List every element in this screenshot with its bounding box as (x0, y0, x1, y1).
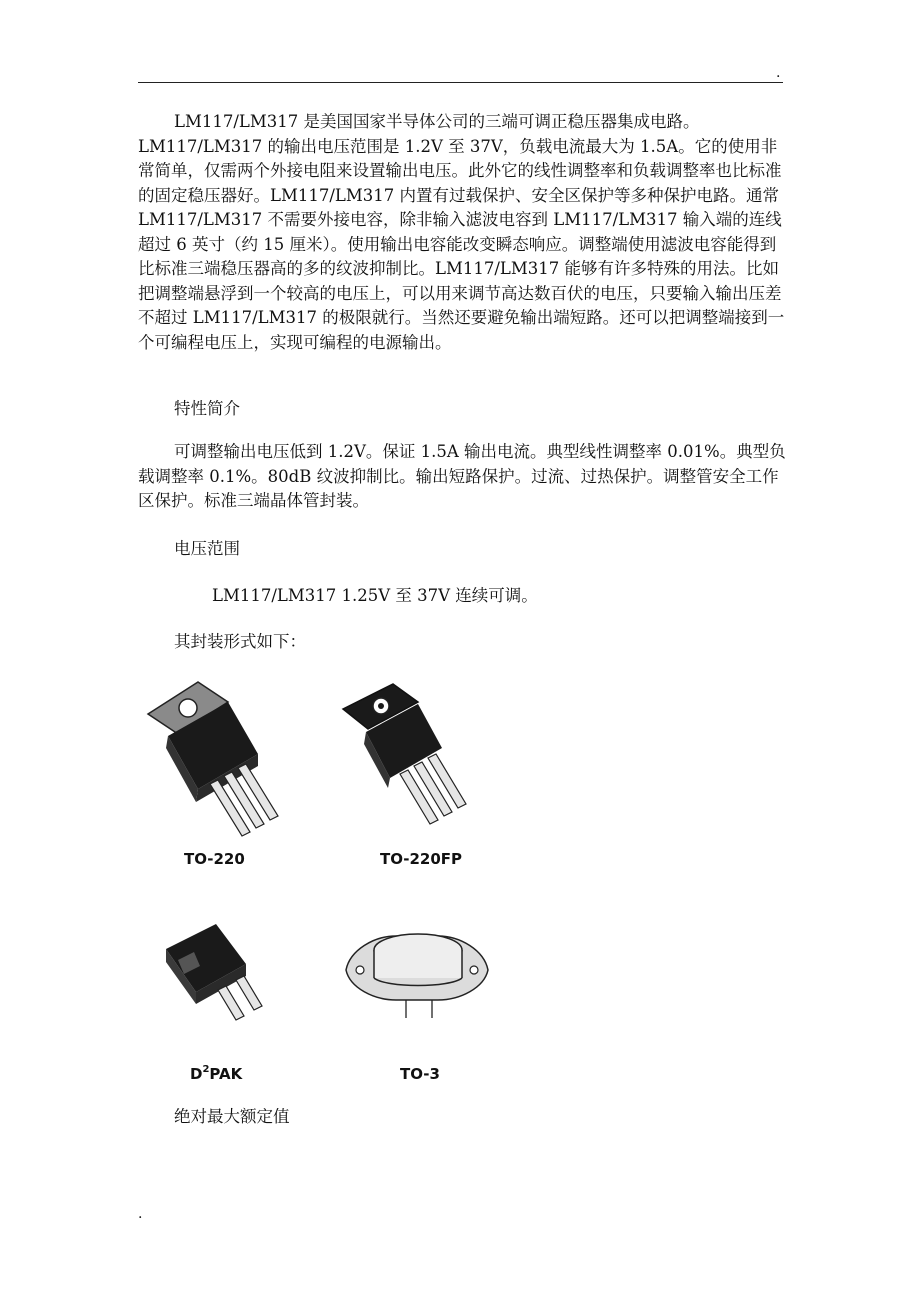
d2pak-label (190, 1064, 244, 1083)
package-figure (138, 674, 500, 1084)
to220fp-package-image (343, 684, 466, 824)
voltage-heading: 电压范围 (174, 539, 240, 558)
to3-label: TO-3 (400, 1065, 440, 1083)
footer-mark: . (138, 1206, 143, 1222)
d2pak-label-main: D (190, 1065, 203, 1083)
to220-label: TO-220 (184, 850, 245, 868)
d2pak-label-tail: PAK (209, 1065, 243, 1083)
d2pak-label-superscript: 2 (202, 1064, 210, 1075)
package-heading: 其封装形式如下： (174, 632, 306, 651)
to220fp-label: TO-220FP (380, 850, 463, 868)
d2pak-package-image (166, 924, 262, 1020)
intro-paragraph: LM117/LM317 是美国国家半导体公司的三端可调正稳压器集成电路。LM117/LM317 的输出电压范围是 1.2V 至 37V，负载电流最大为 1.5A。它的使用非常简单，仅需两个外接电阻来设置输出电压。此外它的线性调整率和负载调整率也比标准的固定稳压器好。LM117/LM317 内置有过载保护、安全区保护等多种保护电路。通常 LM117/LM317 不需要外接电容，除非输入滤波电容到 LM117/LM317 输入端的连线超过 6 英寸（约 15 厘米）。使用输出电容能改变瞬态响应。调整端使用滤波电容能得到比标准三端稳压器高的多的纹波抑制比。LM117/LM317 能够有许多特殊的用法。比如把调整端悬浮到一个较高的电压上，可以用来调节高达数百伏的电压，只要输入输出压差不超过 LM117/LM317 的极限就行。当然还要避免输出端短路。还可以把调整端接到一个可编程电压上，实现可编程的电源输出。 (138, 112, 785, 352)
header-rule (138, 82, 783, 83)
header-mark: . (776, 65, 781, 81)
features-heading: 特性简介 (174, 399, 240, 418)
voltage-paragraph: LM117/LM317 1.25V 至 37V 连续可调。 (212, 586, 538, 605)
to220-package-image (148, 682, 278, 836)
abs-max-heading: 绝对最大额定值 (174, 1107, 290, 1126)
features-paragraph: 可调整输出电压低到 1.2V。保证 1.5A 输出电流。典型线性调整率 0.01%。典型负载调整率 0.1%。80dB 纹波抑制比。输出短路保护。过流、过热保护。调整管安全工作区保护。标准三端晶体管封装。 (138, 442, 786, 510)
package-illustration (138, 674, 500, 1084)
to3-package-image (346, 934, 488, 1018)
